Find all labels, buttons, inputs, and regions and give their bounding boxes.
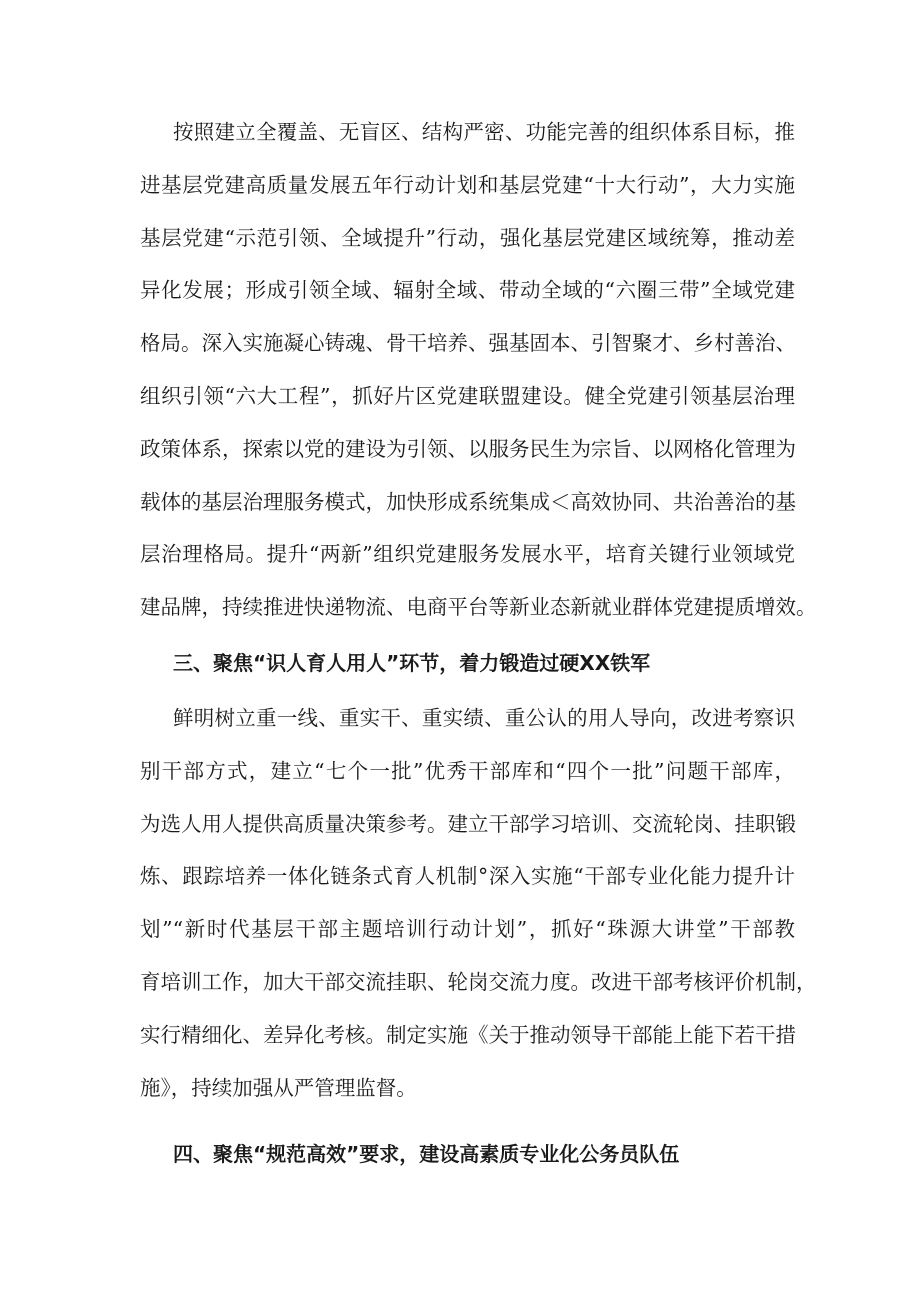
section-heading-4: 四、聚焦“规范高效”要求，建设高素质专业化公务员队伍 [173,1142,680,1167]
paragraph-line: 划”“新时代基层干部主题培训行动计划”，抓好“珠源大讲堂”干部教 [140,917,795,942]
paragraph-1 [140,106,817,634]
paragraph-2 [140,692,817,1114]
paragraph-line: 进基层党建高质量发展五年行动计划和基层党建“十大行动”，大力实施 [140,172,795,197]
paragraph-line: 建品牌，持续推进快递物流、电商平台等新业态新就业群体党建提质增效。 [140,595,817,620]
paragraph-line: 育培训工作，加大干部交流挂职、轮岗交流力度。改进干部考核评价机制， [140,969,817,994]
paragraph-line: 载体的基层治理服务模式，加快形成系统集成＜高效协同、共治善治的基 [140,489,796,514]
document-page [140,106,817,1174]
paragraph-line: 鲜明树立重一线、重实干、重实绩、重公认的用人导向，改进考察识 [173,705,795,730]
paragraph-line: 炼、跟踪培养一体化链条式育人机制°深入实施“干部专业化能力提升计 [140,864,795,889]
paragraph-line: 格局。深入实施凝心铸魂、骨干培养、强基固本、引智聚才、乡村善治、 [140,331,796,356]
section-heading-3: 三、聚焦“识人育人用人”环节，着力锻造过硬XX铁军 [173,650,651,675]
paragraph-line: 异化发展；形成引领全域、辐射全域、带动全域的“六圈三带”全域党建 [140,278,795,303]
paragraph-line: 为选人用人提供高质量决策参考。建立干部学习培训、交流轮岗、挂职锻 [140,811,796,836]
paragraph-line: 基层党建“示范引领、全域提升”行动，强化基层党建区域统筹，推动差 [140,225,795,250]
paragraph-line: 别干部方式，建立“七个一批”优秀干部库和“四个一批”问题干部库， [140,758,795,783]
paragraph-line: 组织引领“六大工程”，抓好片区党建联盟建设。健全党建引领基层治理 [140,383,795,408]
paragraph-line: 按照建立全覆盖、无盲区、结构严密、功能完善的组织体系目标，推 [173,120,795,144]
paragraph-line: 政策体系，探索以党的建设为引领、以服务民生为宗旨、以网格化管理为 [140,436,796,461]
paragraph-line: 施》，持续加强从严管理监督。 [140,1075,417,1100]
paragraph-line: 层治理格局。提升“两新”组织党建服务发展水平，培育关键行业领域党 [140,542,795,567]
paragraph-line: 实行精细化、差异化考核。制定实施《关于推动领导干部能上能下若干措 [140,1022,796,1047]
